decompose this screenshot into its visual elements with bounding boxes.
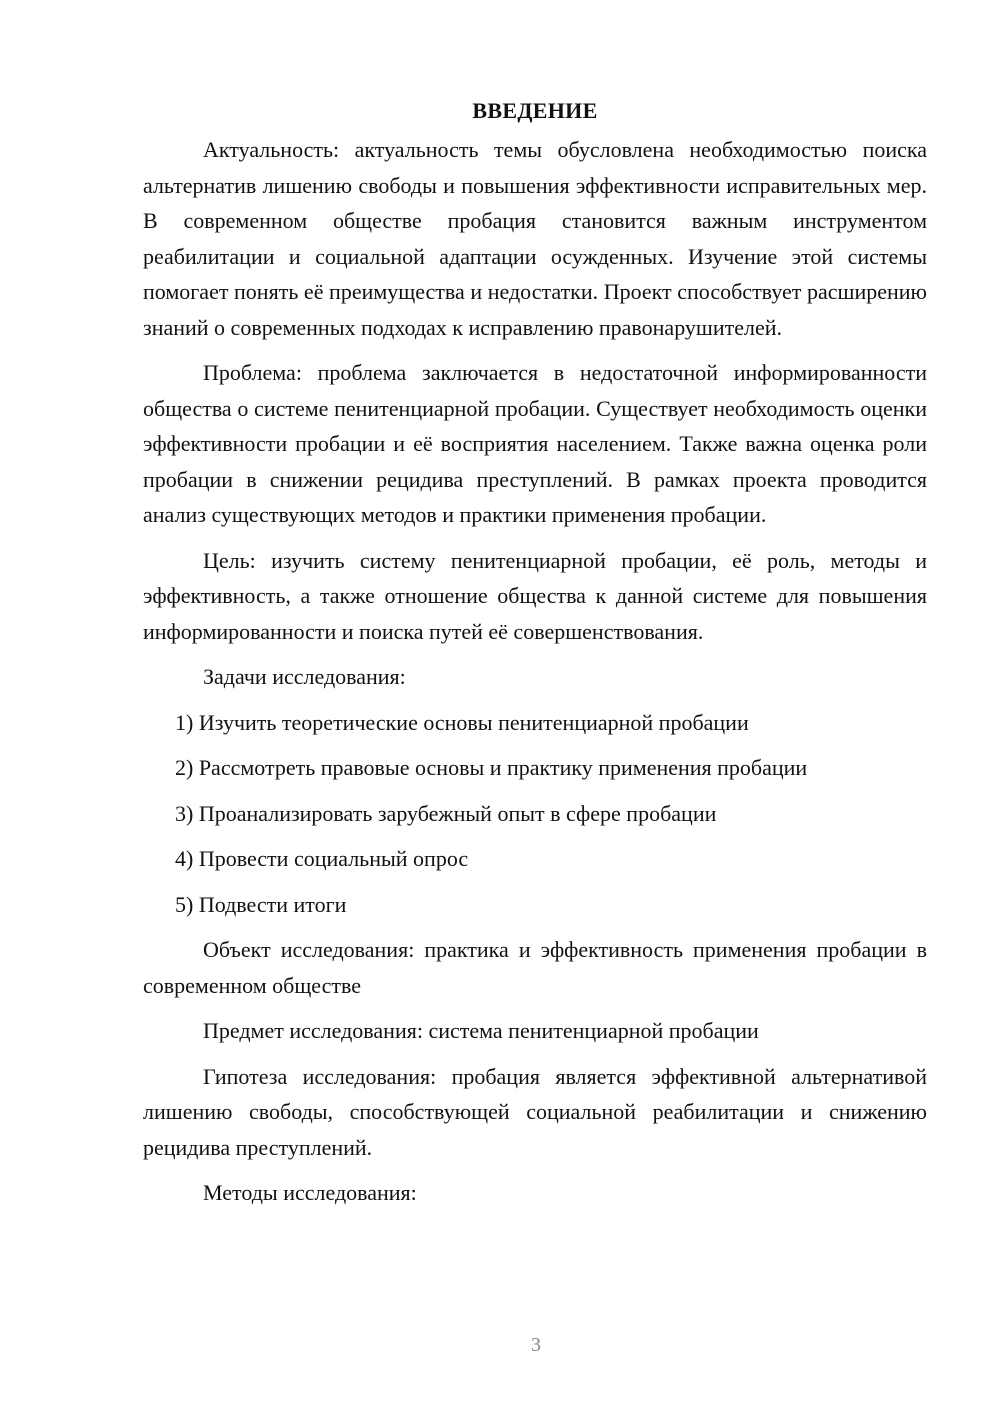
paragraph-object: Объект исследования: практика и эффективность применения пробации в современном обществе: [143, 937, 927, 998]
tasks-list: [143, 705, 927, 923]
paragraph-relevance: Актуальность: актуальность темы обусловлена необходимостью поиска альтернатив лишению свободы и повышения эффективности исправительных мер. В современном обществе пробация становится важным инструментом реабилитации и социальной адаптации осужденных. Изучение этой системы помогает понять её преимущества и недостатки. Проект способствует расширению знаний о современных подходах к исправлению правонарушителей.: [143, 137, 927, 340]
paragraph-problem: Проблема: проблема заключается в недостаточной информированности общества о системе пенитенциарной пробации. Существует необходимость оценки эффективности пробации и её восприятия населением. Также важна оценка роли пробации в снижении рецидива преступлений. В рамках проекта проводится анализ существующих методов и практики применения пробации.: [143, 360, 927, 527]
document-page: [143, 94, 927, 1221]
list-item: 4) Провести социальный опрос: [175, 846, 469, 871]
page-title: ВВЕДЕНИЕ: [472, 98, 598, 123]
list-item: 2) Рассмотреть правовые основы и практику применения пробации: [175, 755, 808, 780]
paragraph-goal: Цель: изучить систему пенитенциарной пробации, её роль, методы и эффективность, а также отношение общества к данной системе для повышения информированности и поиска путей её совершенствования.: [143, 547, 927, 644]
list-item: 1) Изучить теоретические основы пенитенциарной пробации: [175, 709, 749, 735]
methods-heading: Методы исследования:: [203, 1180, 417, 1205]
tasks-heading: Задачи исследования:: [203, 664, 406, 689]
paragraph-subject: Предмет исследования: система пенитенциарной пробации: [203, 1018, 759, 1043]
list-item: 3) Проанализировать зарубежный опыт в сфере пробации: [175, 800, 717, 826]
list-item: 5) Подвести итоги: [175, 891, 347, 917]
paragraph-hypothesis: Гипотеза исследования: пробация является эффективной альтернативой лишению свободы, способствующей социальной реабилитации и снижению рецидива преступлений.: [143, 1063, 927, 1160]
page-number: 3: [531, 1334, 541, 1356]
